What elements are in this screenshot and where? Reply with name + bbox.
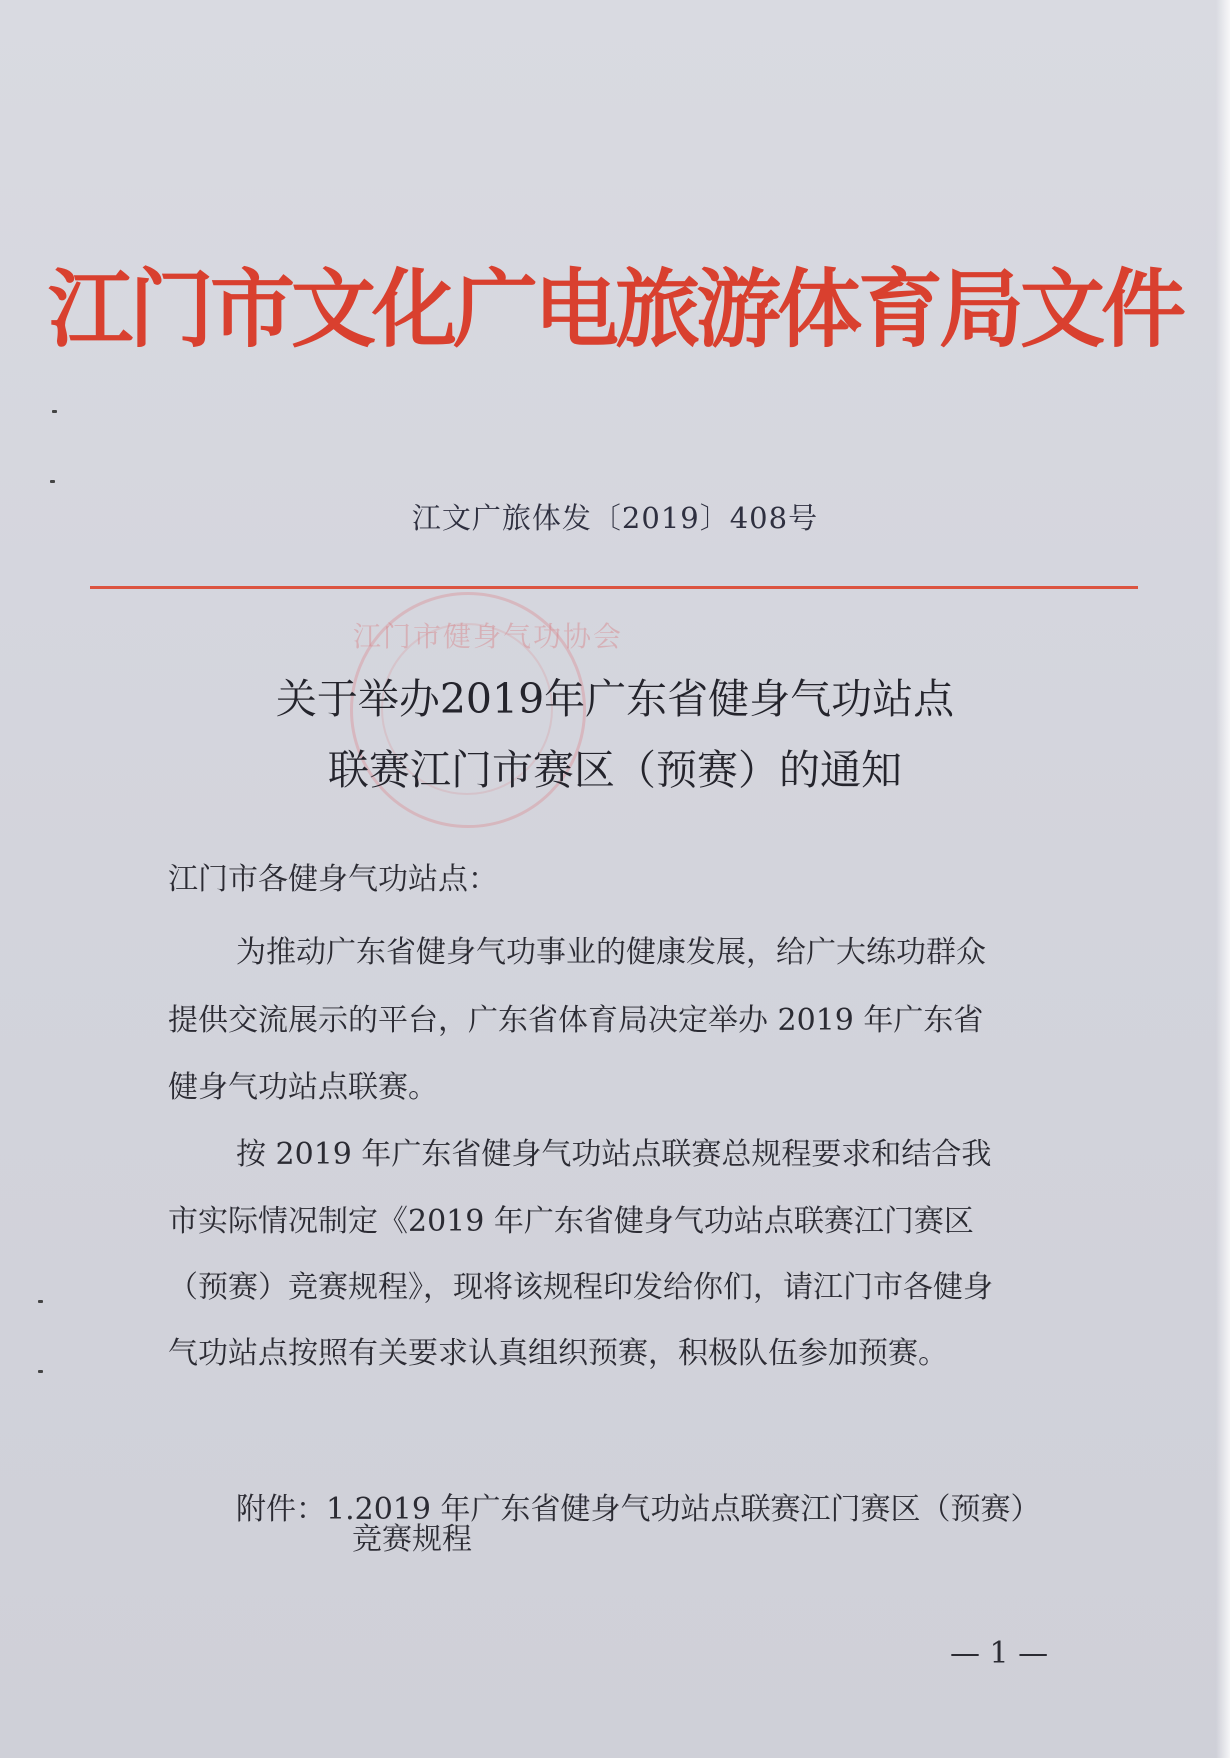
- notice-title-line-2: 联赛江门市赛区（预赛）的通知: [328, 746, 902, 794]
- body-line-3: 健身气功站点联赛。: [168, 1070, 438, 1105]
- scan-speck: [38, 1370, 43, 1373]
- body-line-7: 气功站点按照有关要求认真组织预赛，积极队伍参加预赛。: [168, 1336, 948, 1371]
- page-edge: [1216, 0, 1230, 1758]
- document-number: 江文广旅体发〔2019〕408号: [411, 501, 819, 535]
- body-line-5: 市实际情况制定《2019 年广东省健身气功站点联赛江门赛区: [168, 1204, 974, 1239]
- scan-speck: [50, 480, 55, 483]
- notice-title: [0, 664, 1230, 806]
- header-divider: [90, 586, 1138, 589]
- body-line-6: （预赛）竞赛规程》，现将该规程印发给你们，请江门市各健身: [168, 1270, 993, 1305]
- page-number: — 1 —: [950, 1636, 1049, 1671]
- body-line-1: 为推动广东省健身气功事业的健康发展，给广大练功群众: [236, 935, 986, 970]
- salutation: 江门市各健身气功站点：: [168, 862, 498, 897]
- scan-speck: [52, 410, 57, 413]
- notice-title-line-1: 关于举办2019年广东省健身气功站点: [275, 675, 955, 723]
- seal-text: 江门市健身气功协会: [353, 620, 624, 653]
- body-line-2: 提供交流展示的平台，广东省体育局决定举办 2019 年广东省: [168, 1003, 984, 1038]
- scan-speck: [38, 1300, 43, 1303]
- body-line-4: 按 2019 年广东省健身气功站点联赛总规程要求和结合我: [236, 1137, 992, 1172]
- issuing-organization-title: 江门市文化广电旅游体育局文件: [47, 261, 1182, 360]
- attachment-line-1: 附件：1.2019 年广东省健身气功站点联赛江门赛区（预赛）: [236, 1492, 1041, 1527]
- attachment-line-2: 竞赛规程: [352, 1522, 472, 1557]
